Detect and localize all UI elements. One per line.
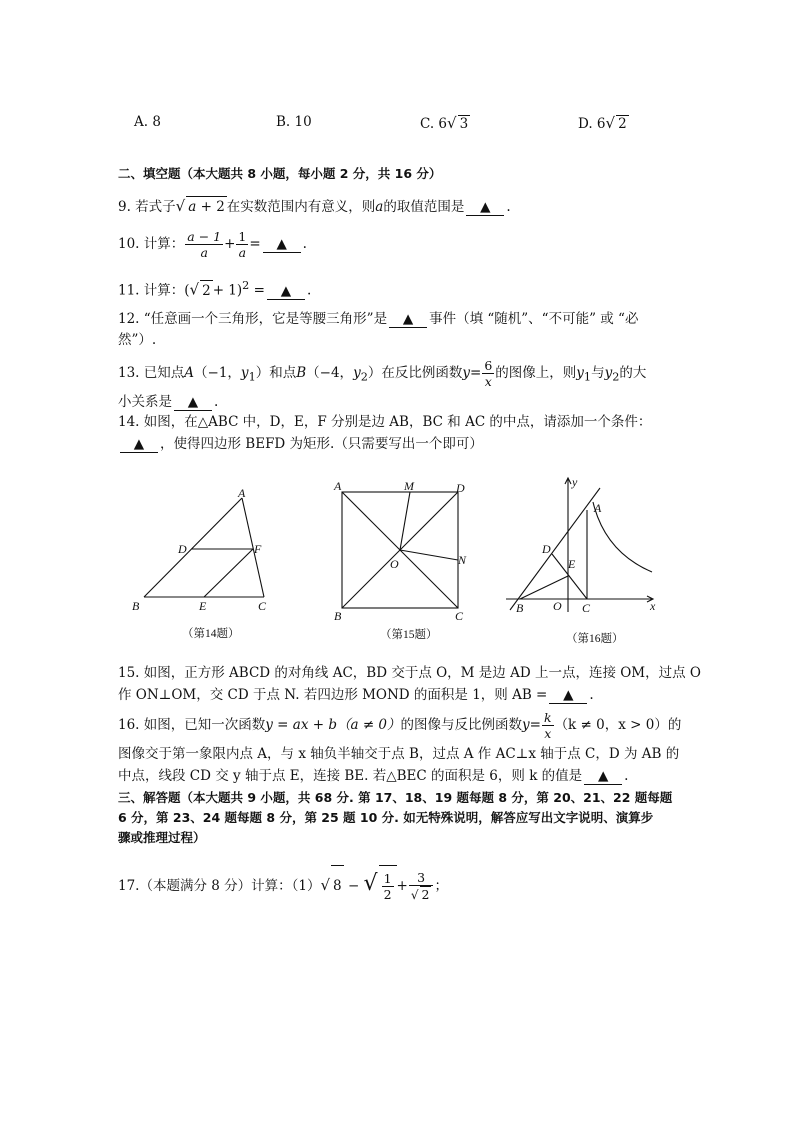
sqrt-sign: √: [605, 114, 616, 132]
sqrt-sign: √: [410, 888, 419, 902]
q13-y2: y: [353, 365, 361, 381]
q16-linear-fn: y = ax + b（a ≠ 0）: [265, 717, 401, 733]
caption-16: （第16题）: [566, 633, 624, 645]
q17-fraction-2: [409, 870, 434, 903]
sqrt-sign: √: [189, 280, 200, 299]
q17-f1-num: 1: [383, 871, 392, 886]
fig15-label-c: C: [455, 609, 464, 623]
q13-point-b: B: [296, 365, 307, 381]
answer-blank[interactable]: ▲: [549, 687, 587, 704]
question-11: [118, 276, 311, 301]
q17-radicand-8: 8: [331, 865, 344, 906]
question-14-line2: [118, 434, 483, 454]
q16-end: .: [624, 768, 629, 784]
q9-var-a: a: [188, 199, 197, 215]
q10-fraction-2: [236, 229, 248, 260]
section2-heading: 二、填空题（本大题共 8 小题，每小题 2 分，共 16 分）: [118, 166, 442, 181]
answer-blank[interactable]: ▲: [389, 311, 427, 328]
q10-f2-num: 1: [238, 229, 247, 244]
q13-fn-eq: =: [470, 365, 482, 381]
fig15-label-o: O: [390, 557, 399, 571]
q13-end: .: [214, 394, 219, 410]
sqrt-sign: √: [175, 197, 186, 215]
figure-15: [328, 478, 478, 648]
choice-c-prefix: C. 6: [420, 116, 448, 132]
q13-post2: 的图像上，则: [495, 365, 577, 381]
q13-line2: 小关系是: [118, 394, 172, 410]
q16-line3-pre: 中点，线段 CD 交 y 轴于点 E，连接 BE. 若△BEC 的面积是 6，则 k 的值是: [118, 768, 583, 784]
fig15-label-d: D: [456, 481, 465, 495]
fig14-label-b: B: [132, 599, 140, 613]
q15-pre: 作 ON⊥OM，交 CD 于点 N. 若四边形 MOND 的面积是 1，则 AB =: [118, 687, 548, 703]
q17-f1-den: 2: [383, 887, 392, 902]
q10-f1-den: a: [185, 244, 223, 260]
q13-sub1: 1: [248, 370, 256, 384]
question-16-line1: [118, 708, 681, 742]
answer-blank[interactable]: ▲: [584, 768, 622, 785]
q16-fraction: [542, 710, 554, 741]
q17-pre: 17.（本题满分 8 分）计算：（1）: [118, 878, 321, 894]
section3-heading-line3: 骤或推理过程）: [118, 830, 206, 845]
choice-d-radicand: 2: [618, 116, 627, 132]
fig14-segment-ab: [144, 498, 242, 597]
q17-f2-den-radicand: 2: [421, 887, 430, 902]
q10-eq: =: [249, 236, 261, 252]
fig16-label-a: A: [594, 501, 602, 515]
q13-cmp2: y: [604, 365, 613, 381]
q13-coord-b: （−4，: [306, 365, 354, 381]
fig16-label-y: y: [572, 475, 578, 489]
question-14-line1: 14. 如图，在△ABC 中，D，E，F 分别是边 AB，BC 和 AC 的中点，请添加一个条件：: [118, 414, 652, 430]
q17-f2-den: [409, 885, 434, 903]
q13-mid: ）和点: [255, 365, 297, 381]
q13-cmp-mid: 与: [591, 365, 605, 381]
fig14-label-a: A: [238, 486, 246, 500]
q11-exponent: 2: [242, 279, 250, 292]
q17-plus: +: [396, 878, 408, 894]
fig16-label-x: x: [650, 599, 656, 613]
q12-post: 事件（填 “随机”、“不可能” 或 “必: [429, 311, 639, 327]
q13-fn-den: x: [482, 373, 494, 389]
fig16-label-o: O: [553, 599, 562, 613]
choice-c: [420, 114, 470, 132]
q13-point-a: A: [184, 365, 195, 381]
question-9: [118, 196, 511, 217]
q17-sqrt-fraction: [379, 865, 397, 906]
q17-fraction-1: [382, 871, 394, 902]
q11-rest: + 1): [212, 282, 243, 299]
q17-minus: −: [347, 878, 360, 894]
q10-plus: +: [224, 236, 236, 252]
fig14-label-e: E: [199, 599, 207, 613]
q13-csub2: 2: [612, 370, 620, 384]
sqrt-sign: √: [363, 871, 378, 896]
q13-pre: 13. 已知点: [118, 365, 185, 381]
q17-f2-num: 3: [417, 870, 426, 885]
q9-radicand: [186, 196, 227, 217]
fig14-label-d: D: [178, 542, 187, 556]
q13-coord-a: （−1，: [194, 365, 241, 381]
q9-radicand-rest: + 2: [200, 199, 225, 215]
q11-radicand: 2: [200, 280, 213, 301]
fig15-label-a: A: [334, 479, 342, 493]
q17-end: ；: [434, 878, 448, 894]
question-10: [118, 226, 307, 262]
fig16-label-c: C: [582, 601, 591, 615]
question-13-line2: [118, 392, 218, 412]
answer-blank[interactable]: ▲: [466, 199, 504, 216]
q13-fn-num: 6: [484, 358, 493, 373]
q10-fraction-1: [185, 229, 223, 260]
section3-heading-line2: 6 分，第 23、24 题每题 8 分，第 25 题 10 分. 如无特殊说明，解答应写出文字说明、演算步: [118, 810, 654, 825]
q13-fraction: [482, 358, 494, 389]
q13-cmp1: y: [576, 365, 584, 381]
answer-blank[interactable]: ▲: [174, 394, 212, 411]
q10-f2-den: a: [236, 244, 248, 260]
question-17: [118, 864, 448, 906]
q13-fn-y: y: [462, 365, 471, 381]
q16-cond: （k ≠ 0，x > 0）的: [554, 717, 682, 733]
choice-b: B. 10: [276, 114, 312, 130]
question-15-line2: [118, 685, 594, 705]
fig16-label-d: D: [542, 542, 551, 556]
sqrt-sign: √: [320, 876, 331, 894]
question-16-line3: [118, 766, 628, 786]
choice-d: [578, 114, 629, 132]
q16-mid: 的图像与反比例函数: [400, 717, 523, 733]
section3-heading-line1: 三、解答题（本大题共 9 小题，共 68 分. 第 17、18、19 题每题 8 分，第 20、21、22 题每题: [118, 790, 673, 805]
choice-d-prefix: D. 6: [578, 116, 606, 132]
fig14-label-c: C: [258, 599, 267, 613]
q13-sub2: 2: [360, 370, 368, 384]
fig14-label-f: F: [254, 542, 262, 556]
choice-a: A. 8: [134, 114, 161, 130]
q13-y1: y: [240, 365, 249, 381]
q11-pre: 11. 计算：(: [118, 282, 190, 299]
q11-eq: =: [253, 282, 265, 299]
q16-fn-eq: =: [529, 717, 541, 733]
fig16-hyperbola: [593, 502, 652, 572]
q14-post: ，使得四边形 BEFD 为矩形.（只需要写出一个即可）: [160, 436, 483, 452]
q9-post1: 在实数范围内有意义，则: [226, 199, 376, 215]
question-15-line1: 15. 如图，正方形 ABCD 的对角线 AC，BD 交于点 O，M 是边 AD 上一点，连接 OM，过点 O: [118, 665, 701, 681]
q13-csub1: 1: [583, 370, 592, 384]
figure-16: [500, 472, 670, 650]
question-12-line1: [118, 309, 638, 329]
choice-c-radicand: 3: [459, 116, 469, 132]
figure-14: [130, 482, 285, 647]
fig16-label-b: B: [516, 601, 524, 615]
q10-end: .: [302, 236, 307, 252]
fig15-label-b: B: [334, 609, 342, 623]
answer-blank[interactable]: ▲: [263, 236, 301, 253]
question-16-line2: 图像交于第一象限内点 A，与 x 轴负半轴交于点 B，过点 A 作 AC⊥x 轴于点 C，D 为 AB 的: [118, 746, 680, 762]
q15-end: .: [589, 687, 594, 703]
question-13-line1: [118, 356, 646, 395]
fig14-segment-ef: [204, 549, 253, 597]
question-12-line2: 然”）.: [118, 332, 157, 348]
q13-post3: 的大: [619, 365, 647, 381]
caption-14: （第14题）: [182, 628, 240, 640]
q13-post: ）在反比例函数: [367, 365, 463, 381]
q9-pre: 9. 若式子: [118, 199, 176, 215]
answer-blank[interactable]: ▲: [267, 283, 305, 300]
caption-15: （第15题）: [380, 629, 438, 641]
fig16-label-e: E: [568, 557, 576, 571]
answer-blank[interactable]: ▲: [120, 436, 158, 453]
q16-fn-num: k: [543, 710, 552, 725]
q9-var: a: [375, 199, 384, 215]
fig15-label-n: N: [458, 553, 467, 567]
q16-fn-den: x: [542, 725, 554, 741]
q16-fn-y: y: [522, 717, 530, 733]
q16-pre: 16. 如图，已知一次函数: [118, 717, 266, 733]
q9-end: .: [506, 199, 511, 215]
q10-f1-num: a − 1: [187, 229, 222, 244]
q10-pre: 10. 计算：: [118, 236, 185, 252]
sqrt-sign: √: [447, 114, 457, 132]
fig15-label-m: M: [404, 479, 414, 493]
q12-pre: 12. “任意画一个三角形，它是等腰三角形”是: [118, 311, 388, 327]
q11-end: .: [306, 282, 312, 299]
q9-post2: 的取值范围是: [383, 199, 465, 215]
